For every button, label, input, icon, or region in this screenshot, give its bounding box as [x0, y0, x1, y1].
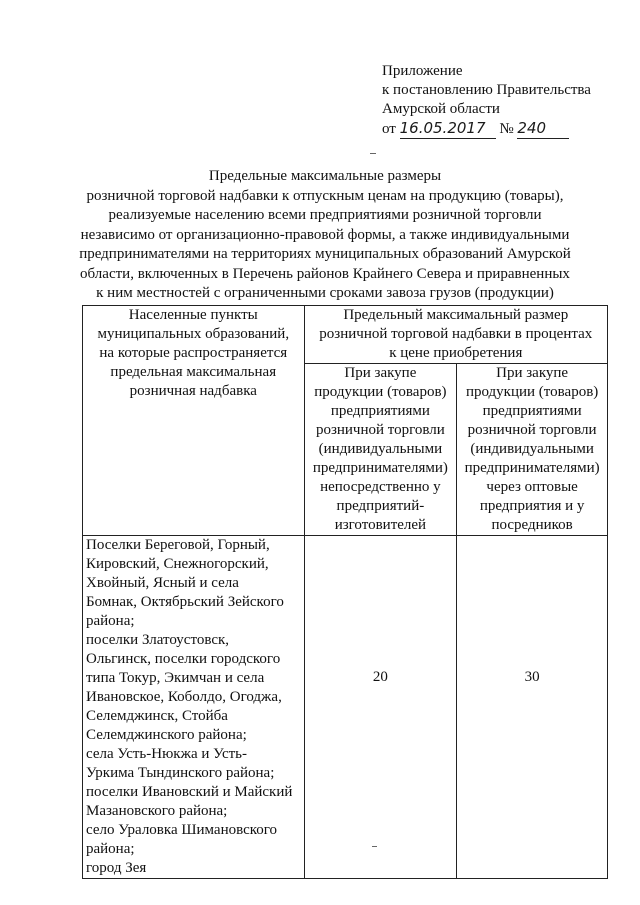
title-line: реализуемые населению всеми предприятиями розничной торговли	[108, 207, 542, 223]
place-line: Селемджинск, Стойба	[86, 708, 228, 724]
date-prefix: от	[382, 121, 396, 137]
appendix-line: к постановлению Правительства	[382, 82, 591, 98]
header-line: продукции (товаров)	[465, 384, 599, 400]
table-row	[83, 536, 608, 879]
appendix-line: Амурской области	[382, 101, 500, 117]
scan-mark	[372, 846, 377, 847]
place-line: город Зея	[86, 860, 147, 876]
header-line: муниципальных образований,	[97, 326, 290, 342]
header-line: предприятия и у	[479, 498, 585, 514]
markup-table	[82, 305, 608, 879]
header-line: При закупе	[496, 365, 569, 381]
header-line: непосредственно у	[320, 479, 441, 495]
header-line: предпринимателями)	[312, 460, 448, 476]
place-line: Кировский, Снежногорский,	[86, 556, 269, 572]
title-line: розничной торговой надбавки к отпускным ценам на продукцию (товары),	[86, 187, 564, 204]
header-line: предельная максимальная	[110, 364, 277, 380]
place-line: Селемджинского района;	[86, 727, 247, 743]
place-line: села Усть-Нюкжа и Усть-	[86, 746, 248, 762]
title-line: области, включенных в Перечень районов Крайнего Севера и приравненных	[80, 265, 570, 282]
header-line: посредников	[491, 517, 573, 533]
header-line: розничная надбавка	[129, 383, 257, 399]
header-line: розничной торговой надбавки в процентах	[319, 326, 593, 342]
header-line: (индивидуальными	[470, 441, 594, 457]
title-line: Предельные максимальные размеры	[208, 168, 442, 184]
places-cell	[83, 536, 305, 879]
appendix-block	[382, 62, 591, 139]
header-line: к цене приобретения	[389, 345, 523, 361]
place-line: типа Токур, Экимчан и села	[86, 670, 265, 686]
place-line: Ольгинск, поселки городского	[86, 651, 281, 667]
place-line: Ивановское, Коболдо, Огоджа,	[86, 689, 282, 705]
place-line: поселки Ивановский и Майский	[86, 784, 293, 800]
table-header-row	[83, 306, 608, 364]
appendix-line: Приложение	[382, 63, 463, 79]
place-line: Уркима Тындинского района;	[86, 765, 275, 781]
handwritten-number: 240	[517, 119, 569, 139]
header-line: (индивидуальными	[318, 441, 443, 457]
document-title	[60, 167, 590, 304]
header-line: на которые распространяется	[99, 345, 288, 361]
title-line: независимо от организационно-правовой формы, а также индивидуальными	[80, 226, 570, 243]
value-wholesale-cell	[457, 536, 608, 879]
header-line: предприятиями	[482, 403, 582, 419]
place-line: района;	[86, 841, 135, 857]
header-line: При закупе	[344, 365, 417, 381]
header-line: предпринимателями)	[464, 460, 600, 476]
header-line: розничной торговли	[467, 422, 597, 438]
header-direct-purchase	[304, 364, 457, 536]
header-line: розничной торговли	[315, 422, 445, 438]
place-line: Бомнак, Октябрьский Зейского	[86, 594, 284, 610]
header-line: через оптовые	[486, 479, 578, 495]
place-line: района;	[86, 613, 135, 629]
header-places	[83, 306, 305, 536]
scan-mark	[370, 153, 376, 154]
header-line: Населенные пункты	[128, 307, 258, 323]
header-markup-group	[304, 306, 607, 364]
place-line: Хвойный, Ясный и села	[86, 575, 239, 591]
value-wholesale: 30	[524, 668, 540, 685]
header-line: Предельный максимальный размер	[343, 307, 569, 323]
header-line: изготовителей	[334, 517, 427, 533]
appendix-date-line	[382, 119, 591, 139]
handwritten-date: 16.05.2017	[400, 119, 496, 139]
header-line: предприятий-	[336, 498, 425, 514]
number-prefix: №	[499, 121, 514, 137]
place-line: Мазановского района;	[86, 803, 228, 819]
place-line: поселки Златоустовск,	[86, 632, 230, 648]
place-line: Поселки Береговой, Горный,	[86, 537, 270, 553]
header-line: предприятиями	[330, 403, 430, 419]
header-wholesale-purchase	[457, 364, 608, 536]
title-line: к ним местностей с ограниченными сроками завоза грузов (продукции)	[96, 285, 554, 301]
value-direct-cell	[304, 536, 457, 879]
title-line: предпринимателями на территориях муниципальных образований Амурской	[79, 246, 571, 262]
place-line: село Ураловка Шимановского	[86, 822, 278, 838]
header-line: продукции (товаров)	[314, 384, 447, 400]
value-direct: 20	[372, 668, 388, 685]
